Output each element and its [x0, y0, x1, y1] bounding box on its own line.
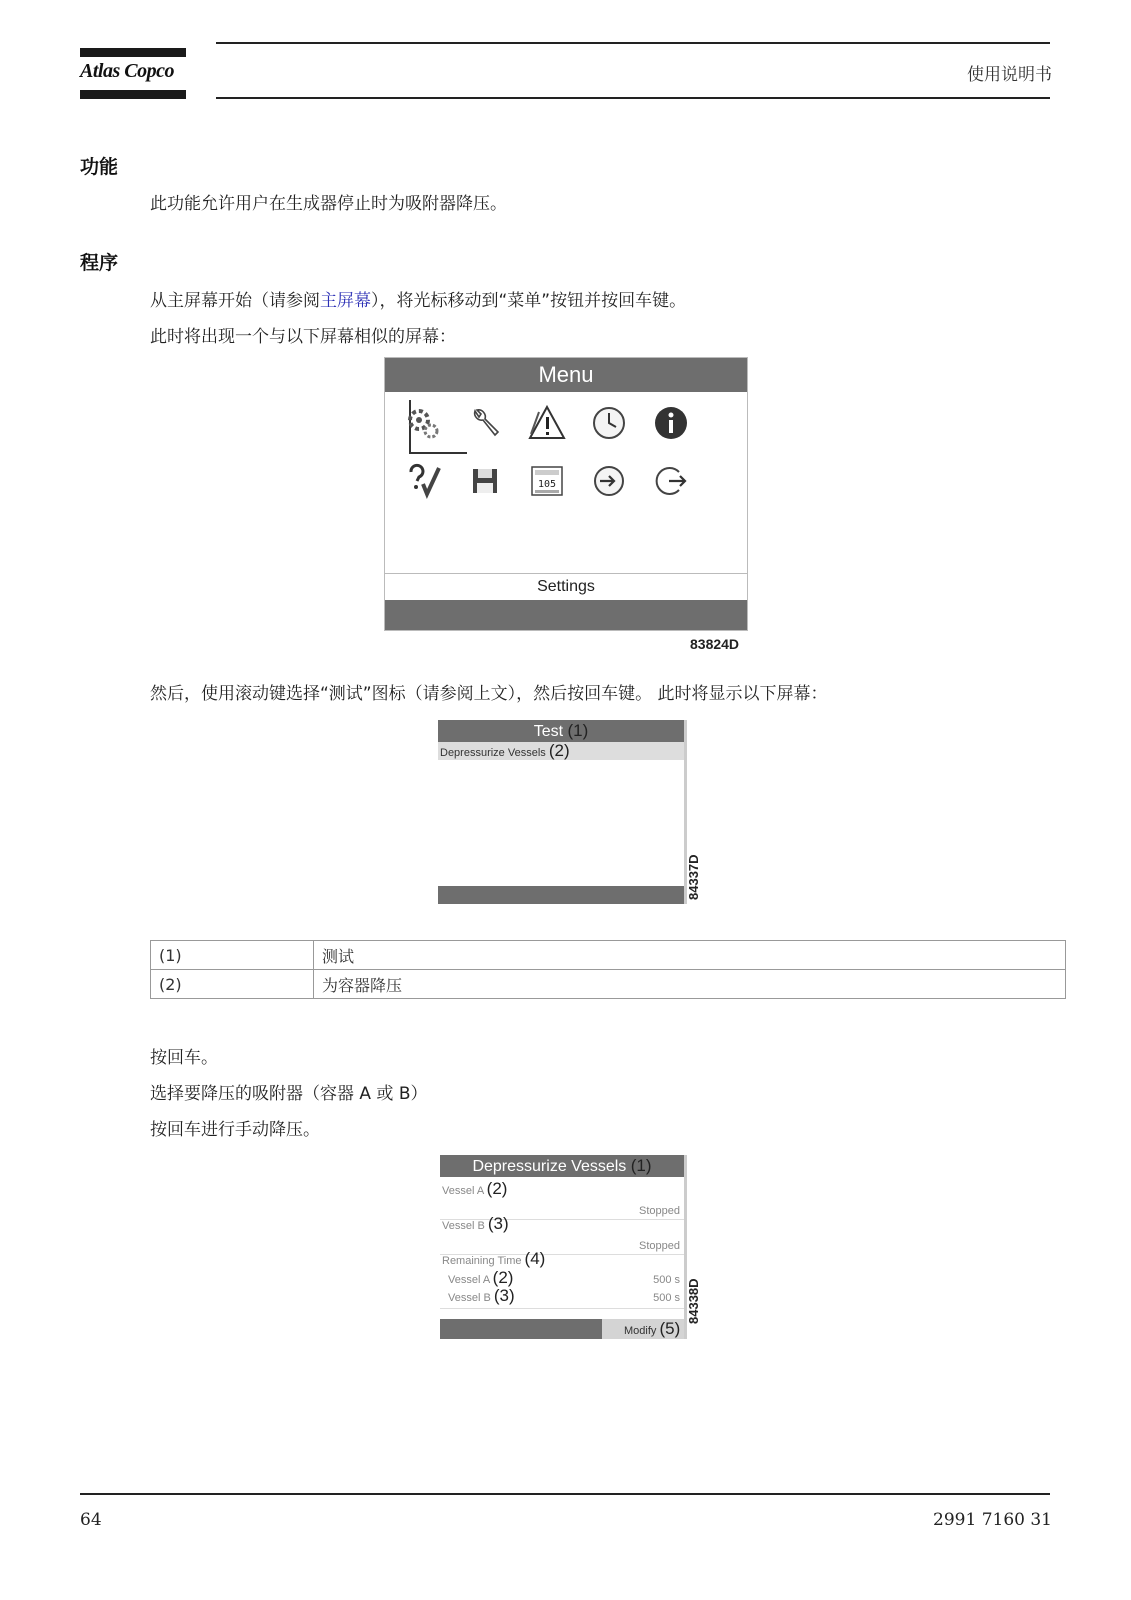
selected-item-label: Settings — [537, 578, 595, 595]
step-4: 按回车。 — [150, 1048, 218, 1068]
step-5: 选择要降压的吸附器（容器 A 或 B） — [150, 1084, 428, 1104]
callout-2: (2) — [486, 1179, 508, 1198]
vessel-a-label[interactable] — [442, 1179, 507, 1199]
step-1 — [150, 286, 686, 311]
main-screen-link[interactable]: 主屏幕 — [320, 291, 371, 311]
counter-icon[interactable] — [527, 461, 567, 501]
step-1-pre: 从主屏幕开始（请参阅 — [150, 291, 320, 311]
menu-screen-title: Menu — [385, 358, 747, 392]
remaining-time-text: Remaining Time — [442, 1255, 522, 1267]
footer-rule — [80, 1493, 1050, 1495]
depressurize-vessels-label: Depressurize Vessels — [440, 747, 546, 759]
login-icon[interactable] — [589, 461, 629, 501]
settings-gears-icon[interactable] — [403, 403, 443, 443]
callout-5: (5) — [659, 1319, 681, 1338]
menu-screen-bottom-bar — [385, 600, 747, 630]
header-rule-bottom — [216, 97, 1050, 99]
callout-4: (4) — [524, 1249, 546, 1268]
callout-3: (3) — [493, 1286, 515, 1305]
svg-text:105: 105 — [537, 479, 557, 490]
table-value: 为容器降压 — [314, 970, 1066, 999]
test-screen-bottom-bar — [438, 886, 684, 904]
step-6: 按回车进行手动降压。 — [150, 1120, 320, 1140]
callout-2: (2) — [492, 1268, 514, 1287]
vessel-b-label[interactable] — [442, 1214, 509, 1234]
callout-2: (2) — [548, 741, 570, 760]
page-number: 64 — [80, 1510, 102, 1530]
vessel-b-text: Vessel B — [442, 1220, 485, 1232]
depressurize-vessels-item[interactable] — [438, 742, 684, 760]
test-screen — [438, 720, 687, 904]
procedure-heading: 程序 — [80, 252, 119, 274]
table-value: 测试 — [314, 941, 1066, 970]
function-heading: 功能 — [80, 156, 119, 178]
callout-1: (1) — [630, 1156, 652, 1175]
menu-screen — [384, 357, 748, 631]
callout-3: (3) — [487, 1214, 509, 1233]
rt-vessel-a-text: Vessel A — [448, 1274, 490, 1286]
table-row — [151, 941, 1066, 970]
step-3: 然后，使用滚动键选择“测试”图标（请参阅上文），然后按回车键。 此时将显示以下屏幕： — [150, 684, 828, 704]
table-key: (1) — [151, 941, 314, 970]
icon-row-1 — [403, 403, 691, 443]
depressurize-screen-title — [440, 1155, 684, 1177]
step-1-post: ），将光标移动到“菜单”按钮并按回车键。 — [371, 291, 687, 311]
depressurize-screen — [440, 1155, 687, 1339]
modify-button[interactable] — [602, 1319, 684, 1339]
function-text: 此功能允许用户在生成器停止时为吸附器降压。 — [150, 194, 507, 214]
vessel-b-status: Stopped — [639, 1240, 680, 1252]
depressurize-title-text: Depressurize Vessels — [472, 1158, 627, 1175]
remaining-time-label — [442, 1249, 545, 1269]
icon-row-2 — [403, 461, 691, 501]
vessel-a-status: Stopped — [639, 1205, 680, 1217]
step-2: 此时将出现一个与以下屏幕相似的屏幕： — [150, 327, 456, 347]
clock-icon[interactable] — [589, 403, 629, 443]
logo-bar-bottom — [80, 90, 186, 99]
table-row — [151, 970, 1066, 999]
document-number: 2991 7160 31 — [933, 1510, 1052, 1530]
logo-bar-top — [80, 48, 186, 57]
rt-vessel-b-value: 500 s — [653, 1292, 680, 1304]
figure-id-menu: 83824D — [690, 636, 740, 652]
divider — [440, 1308, 684, 1309]
test-screen-title — [438, 720, 684, 742]
modify-label: Modify — [624, 1325, 657, 1337]
legend-table — [150, 940, 1066, 999]
figure-id-depressurize: 84338D — [686, 1278, 701, 1324]
rt-vessel-b-text: Vessel B — [448, 1292, 491, 1304]
info-icon[interactable] — [651, 403, 691, 443]
header-rule-top — [216, 42, 1050, 44]
document-title: 使用说明书 — [967, 65, 1052, 85]
rt-vessel-b-label — [448, 1286, 515, 1306]
warning-icon[interactable] — [527, 403, 567, 443]
logout-icon[interactable] — [651, 461, 691, 501]
save-disk-icon[interactable] — [465, 461, 505, 501]
vessel-a-text: Vessel A — [442, 1185, 484, 1197]
figure-id-test: 84337D — [686, 854, 701, 900]
rt-vessel-a-label — [448, 1268, 513, 1288]
test-title-text: Test — [533, 723, 564, 740]
table-key: (2) — [151, 970, 314, 999]
test-check-icon[interactable] — [403, 461, 443, 501]
callout-1: (1) — [567, 721, 589, 740]
wrench-icon[interactable] — [465, 403, 505, 443]
label-divider — [385, 573, 747, 574]
brand-logo: Atlas Copco — [80, 60, 174, 82]
rt-vessel-a-value: 500 s — [653, 1274, 680, 1286]
